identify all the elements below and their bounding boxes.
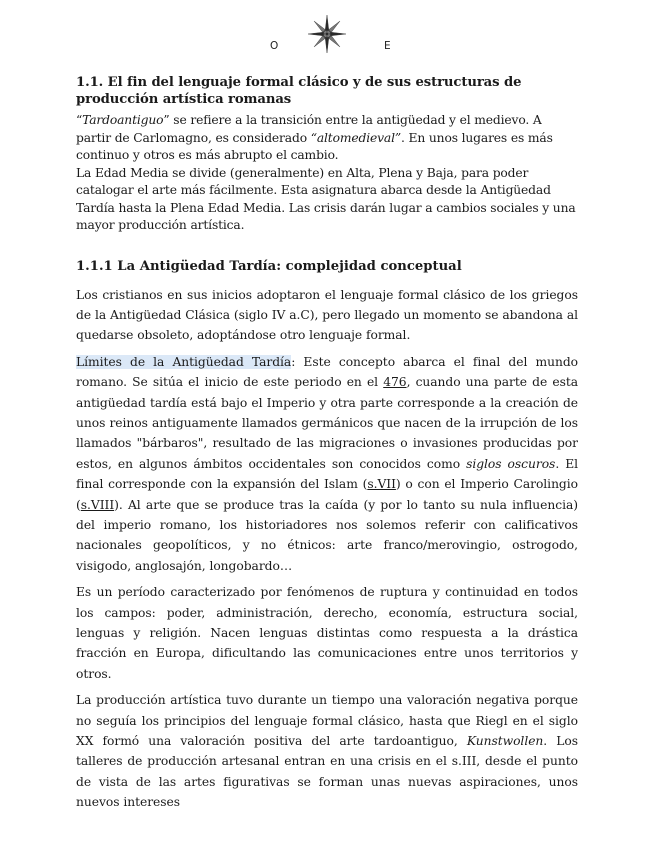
text-run: “ <box>76 113 83 127</box>
underlined-term: s.VII <box>367 477 396 492</box>
text-run: . En unos lugares es más continuo y otros es más abrupto el cambio. <box>76 130 553 162</box>
compass-west-label: O <box>270 40 279 52</box>
text-run: ) o con el Imperio Carolingio ( <box>76 477 578 512</box>
compass-east-label: E <box>384 40 391 52</box>
text-run: ” se refiere a la transición entre la antigüedad y el medievo. A partir de Carlomagno, es considerado <box>76 113 542 145</box>
italic-term: siglos oscuros <box>466 456 556 471</box>
document-page <box>76 74 578 819</box>
text-run: ). Al arte que se produce tras la caída (y por lo tanto su nula influencia) del imperio romano, los historiadores nos solemos referir con calificativos nacionales geopolíticos, y no étnicos: arte franco/merovingio, ostrogodo, visigodo, anglosajón, longobardo… <box>76 497 578 573</box>
italic-term: “altomedieval” <box>310 130 402 145</box>
body-paragraph <box>76 582 578 684</box>
underlined-term: 476 <box>383 375 407 390</box>
section-heading: 1.1. El fin del lenguaje formal clásico y de sus estructuras de producción artística romanas <box>76 75 522 107</box>
text-run: Es un período caracterizado por fenómenos de ruptura y continuidad en todos los campos: poder, administración, derecho, economía, estructura social, lenguas y religión. Nacen lenguas distintas como respuesta a la drástica fracción en Europa, dificultando las comunicaciones entre unos territorios y otros. <box>76 585 578 681</box>
compass-rose-icon <box>307 14 347 54</box>
body-paragraph <box>76 285 578 346</box>
text-run: La producción artística tuvo durante un tiempo una valoración negativa porque no seguía los principios del lenguaje formal clásico, hasta que Riegl en el siglo XX formó una valoración positiva del arte tardoantiguo, <box>76 693 578 749</box>
text-run: Los cristianos en sus inicios adoptaron el lenguaje formal clásico de los griegos de la Antigüedad Clásica (siglo IV a.C), pero llegado un momento se abandona al quedarse obsoleto, adoptándose otro lenguaje formal. <box>76 287 578 343</box>
body-paragraph <box>76 352 578 576</box>
text-run: . El final corresponde con la expansión del Islam ( <box>76 456 579 492</box>
text-run: : Este concepto abarca el final del mundo romano. Se sitúa el inicio de este periodo en el <box>76 354 578 390</box>
subsection-heading: 1.1.1 La Antigüedad Tardía: complejidad conceptual <box>76 258 462 274</box>
intro-paragraph-2: La Edad Media se divide (generalmente) en Alta, Plena y Baja, para poder catalogar el arte más fácilmente. Esta asignatura abarca desde la Antigüedad Tardía hasta la Plena Edad Media. Las crisis darán lugar a cambios sociales y una mayor producción artística. <box>76 165 576 232</box>
text-run: . Los talleres de producción artesanal entran en una crisis en el s.III, desde el punto de vista de las artes figurativas se forman unas nuevas aspiraciones, unos nuevos intereses <box>76 734 578 810</box>
intro-paragraph <box>76 112 578 165</box>
body-paragraph <box>76 690 578 812</box>
compass-header <box>0 14 655 68</box>
underlined-term: s.VIII <box>80 497 115 512</box>
text-run: , cuando una parte de esta antigüedad tardía está bajo el Imperio y otra parte corresponde a la creación de unos reinos antiguamente llamados germánicos que nacen de la irrupción de los llamados "bárbaros", resultado de las migraciones o invasiones producidas por estos, en algunos ámbitos occidentales son conocidos como <box>76 375 578 471</box>
italic-term: Tardoantiguo <box>82 113 164 127</box>
italic-term: Kunstwollen <box>466 734 544 749</box>
highlighted-term: Límites de la Antigüedad Tardía <box>76 354 292 369</box>
